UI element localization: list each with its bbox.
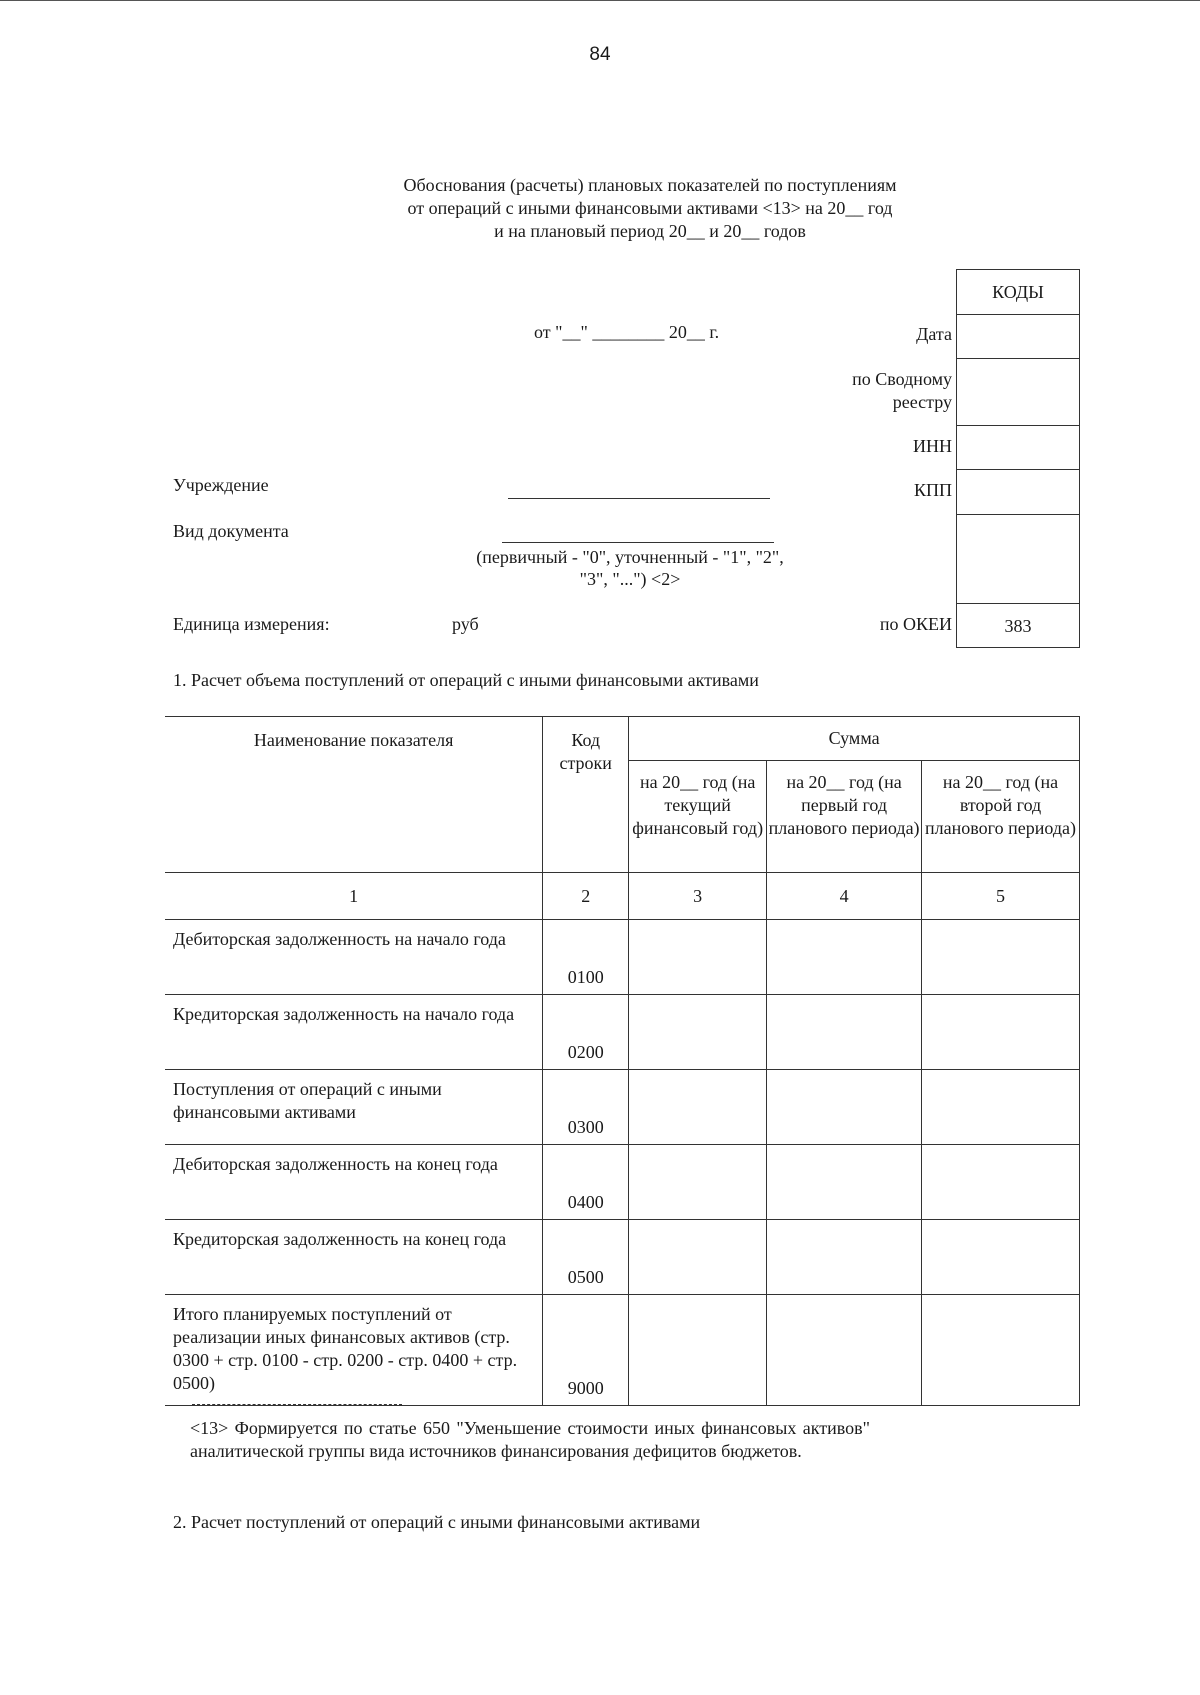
col-number-5: 5	[922, 873, 1080, 920]
codes-header: КОДЫ	[992, 282, 1044, 302]
row-value-cell[interactable]	[922, 1220, 1080, 1295]
okei-code-cell: 383	[957, 603, 1079, 647]
row-value-cell[interactable]	[629, 995, 767, 1070]
section-2-title: 2. Расчет поступлений от операций с иными финансовыми активами	[173, 1512, 701, 1532]
row-name: Кредиторская задолженность на конец года	[165, 1220, 543, 1295]
row-value-cell[interactable]	[767, 995, 922, 1070]
svod-label-1: по Сводному	[852, 369, 952, 389]
row-name: Кредиторская задолженность на начало года	[165, 995, 543, 1070]
doc-type-hint-2: "3", "...") <2>	[579, 569, 681, 589]
page-top-border	[0, 0, 1200, 1]
col-number-4: 4	[767, 873, 922, 920]
section-1-title: 1. Расчет объема поступлений от операций с иными финансовыми активами	[173, 670, 759, 690]
title-line-1: Обоснования (расчеты) плановых показателей по поступлениям	[403, 175, 897, 195]
institution-field[interactable]	[508, 498, 770, 499]
unit-label: Единица измерения:	[173, 614, 330, 634]
row-code: 0300	[543, 1070, 629, 1145]
row-value-cell[interactable]	[922, 1295, 1080, 1406]
doc-type-label: Вид документа	[173, 521, 289, 541]
row-code: 0500	[543, 1220, 629, 1295]
row-value-cell[interactable]	[767, 920, 922, 995]
table-row	[165, 1070, 1080, 1145]
col-number-3: 3	[629, 873, 767, 920]
okei-label: по ОКЕИ	[879, 614, 952, 634]
doc-type-hint-1: (первичный - "0", уточненный - "1", "2",	[476, 547, 784, 567]
doc-type-field[interactable]	[502, 542, 774, 543]
title-line-2: от операций с иными финансовыми активами <13> на 20__ год	[407, 198, 893, 218]
row-name: Дебиторская задолженность на начало года	[165, 920, 543, 995]
unit-value: руб	[452, 614, 479, 634]
inn-code-cell[interactable]	[957, 425, 1079, 469]
row-value-cell[interactable]	[922, 995, 1080, 1070]
header-name: Наименование показателя	[165, 717, 543, 873]
row-value-cell[interactable]	[629, 1220, 767, 1295]
row-value-cell[interactable]	[629, 1145, 767, 1220]
codes-box	[956, 269, 1080, 648]
header-code: Код строки	[543, 717, 629, 873]
header-sum-year-2: на 20__ год (на первый год планового периода)	[767, 761, 922, 873]
title-line-3: и на плановый период 20__ и 20__ годов	[494, 221, 806, 241]
document-date-line: от "__" ________ 20__ г.	[534, 322, 720, 342]
inn-label: ИНН	[913, 436, 952, 456]
row-code: 0100	[543, 920, 629, 995]
row-value-cell[interactable]	[922, 1145, 1080, 1220]
col-number-1: 1	[165, 873, 543, 920]
kpp-label: КПП	[913, 480, 952, 500]
row-code: 0200	[543, 995, 629, 1070]
header-sum: Сумма	[629, 717, 1080, 761]
row-value-cell[interactable]	[767, 1295, 922, 1406]
svod-code-cell[interactable]	[957, 358, 1079, 425]
table-row	[165, 995, 1080, 1070]
row-value-cell[interactable]	[922, 920, 1080, 995]
row-name: Дебиторская задолженность на конец года	[165, 1145, 543, 1220]
row-value-cell[interactable]	[629, 1070, 767, 1145]
footnote-13: <13> Формируется по статье 650 "Уменьшение стоимости иных финансовых активов" аналитической группы вида источников финансирования дефицитов бюджетов.	[190, 1418, 870, 1461]
row-name: Поступления от операций с иными финансовыми активами	[165, 1070, 543, 1145]
table-row	[165, 1220, 1080, 1295]
institution-label: Учреждение	[173, 475, 269, 495]
header-sum-year-1: на 20__ год (на текущий финансовый год)	[629, 761, 767, 873]
date-label: Дата	[916, 324, 952, 344]
table-row	[165, 1295, 1080, 1406]
document-title	[300, 174, 1000, 243]
row-code: 0400	[543, 1145, 629, 1220]
table-row	[165, 920, 1080, 995]
row-value-cell[interactable]	[767, 1220, 922, 1295]
row-value-cell[interactable]	[767, 1145, 922, 1220]
footnote-separator	[192, 1404, 402, 1405]
doc-type-code-cell[interactable]	[957, 514, 1079, 603]
table-row	[165, 1145, 1080, 1220]
svod-label-2: реестру	[892, 392, 952, 412]
row-value-cell[interactable]	[922, 1070, 1080, 1145]
header-sum-year-3: на 20__ год (на второй год планового периода)	[922, 761, 1080, 873]
row-code: 9000	[543, 1295, 629, 1406]
row-value-cell[interactable]	[629, 1295, 767, 1406]
date-code-cell[interactable]	[957, 314, 1079, 358]
row-value-cell[interactable]	[629, 920, 767, 995]
row-name: Итого планируемых поступлений от реализации иных финансовых активов (стр. 0300 + стр. 0100 - стр. 0200 - стр. 0400 + стр. 0500)	[165, 1295, 543, 1406]
kpp-code-cell[interactable]	[957, 469, 1079, 514]
row-value-cell[interactable]	[767, 1070, 922, 1145]
calculation-table	[165, 716, 1080, 1406]
page-number: 84	[589, 44, 611, 65]
col-number-2: 2	[543, 873, 629, 920]
